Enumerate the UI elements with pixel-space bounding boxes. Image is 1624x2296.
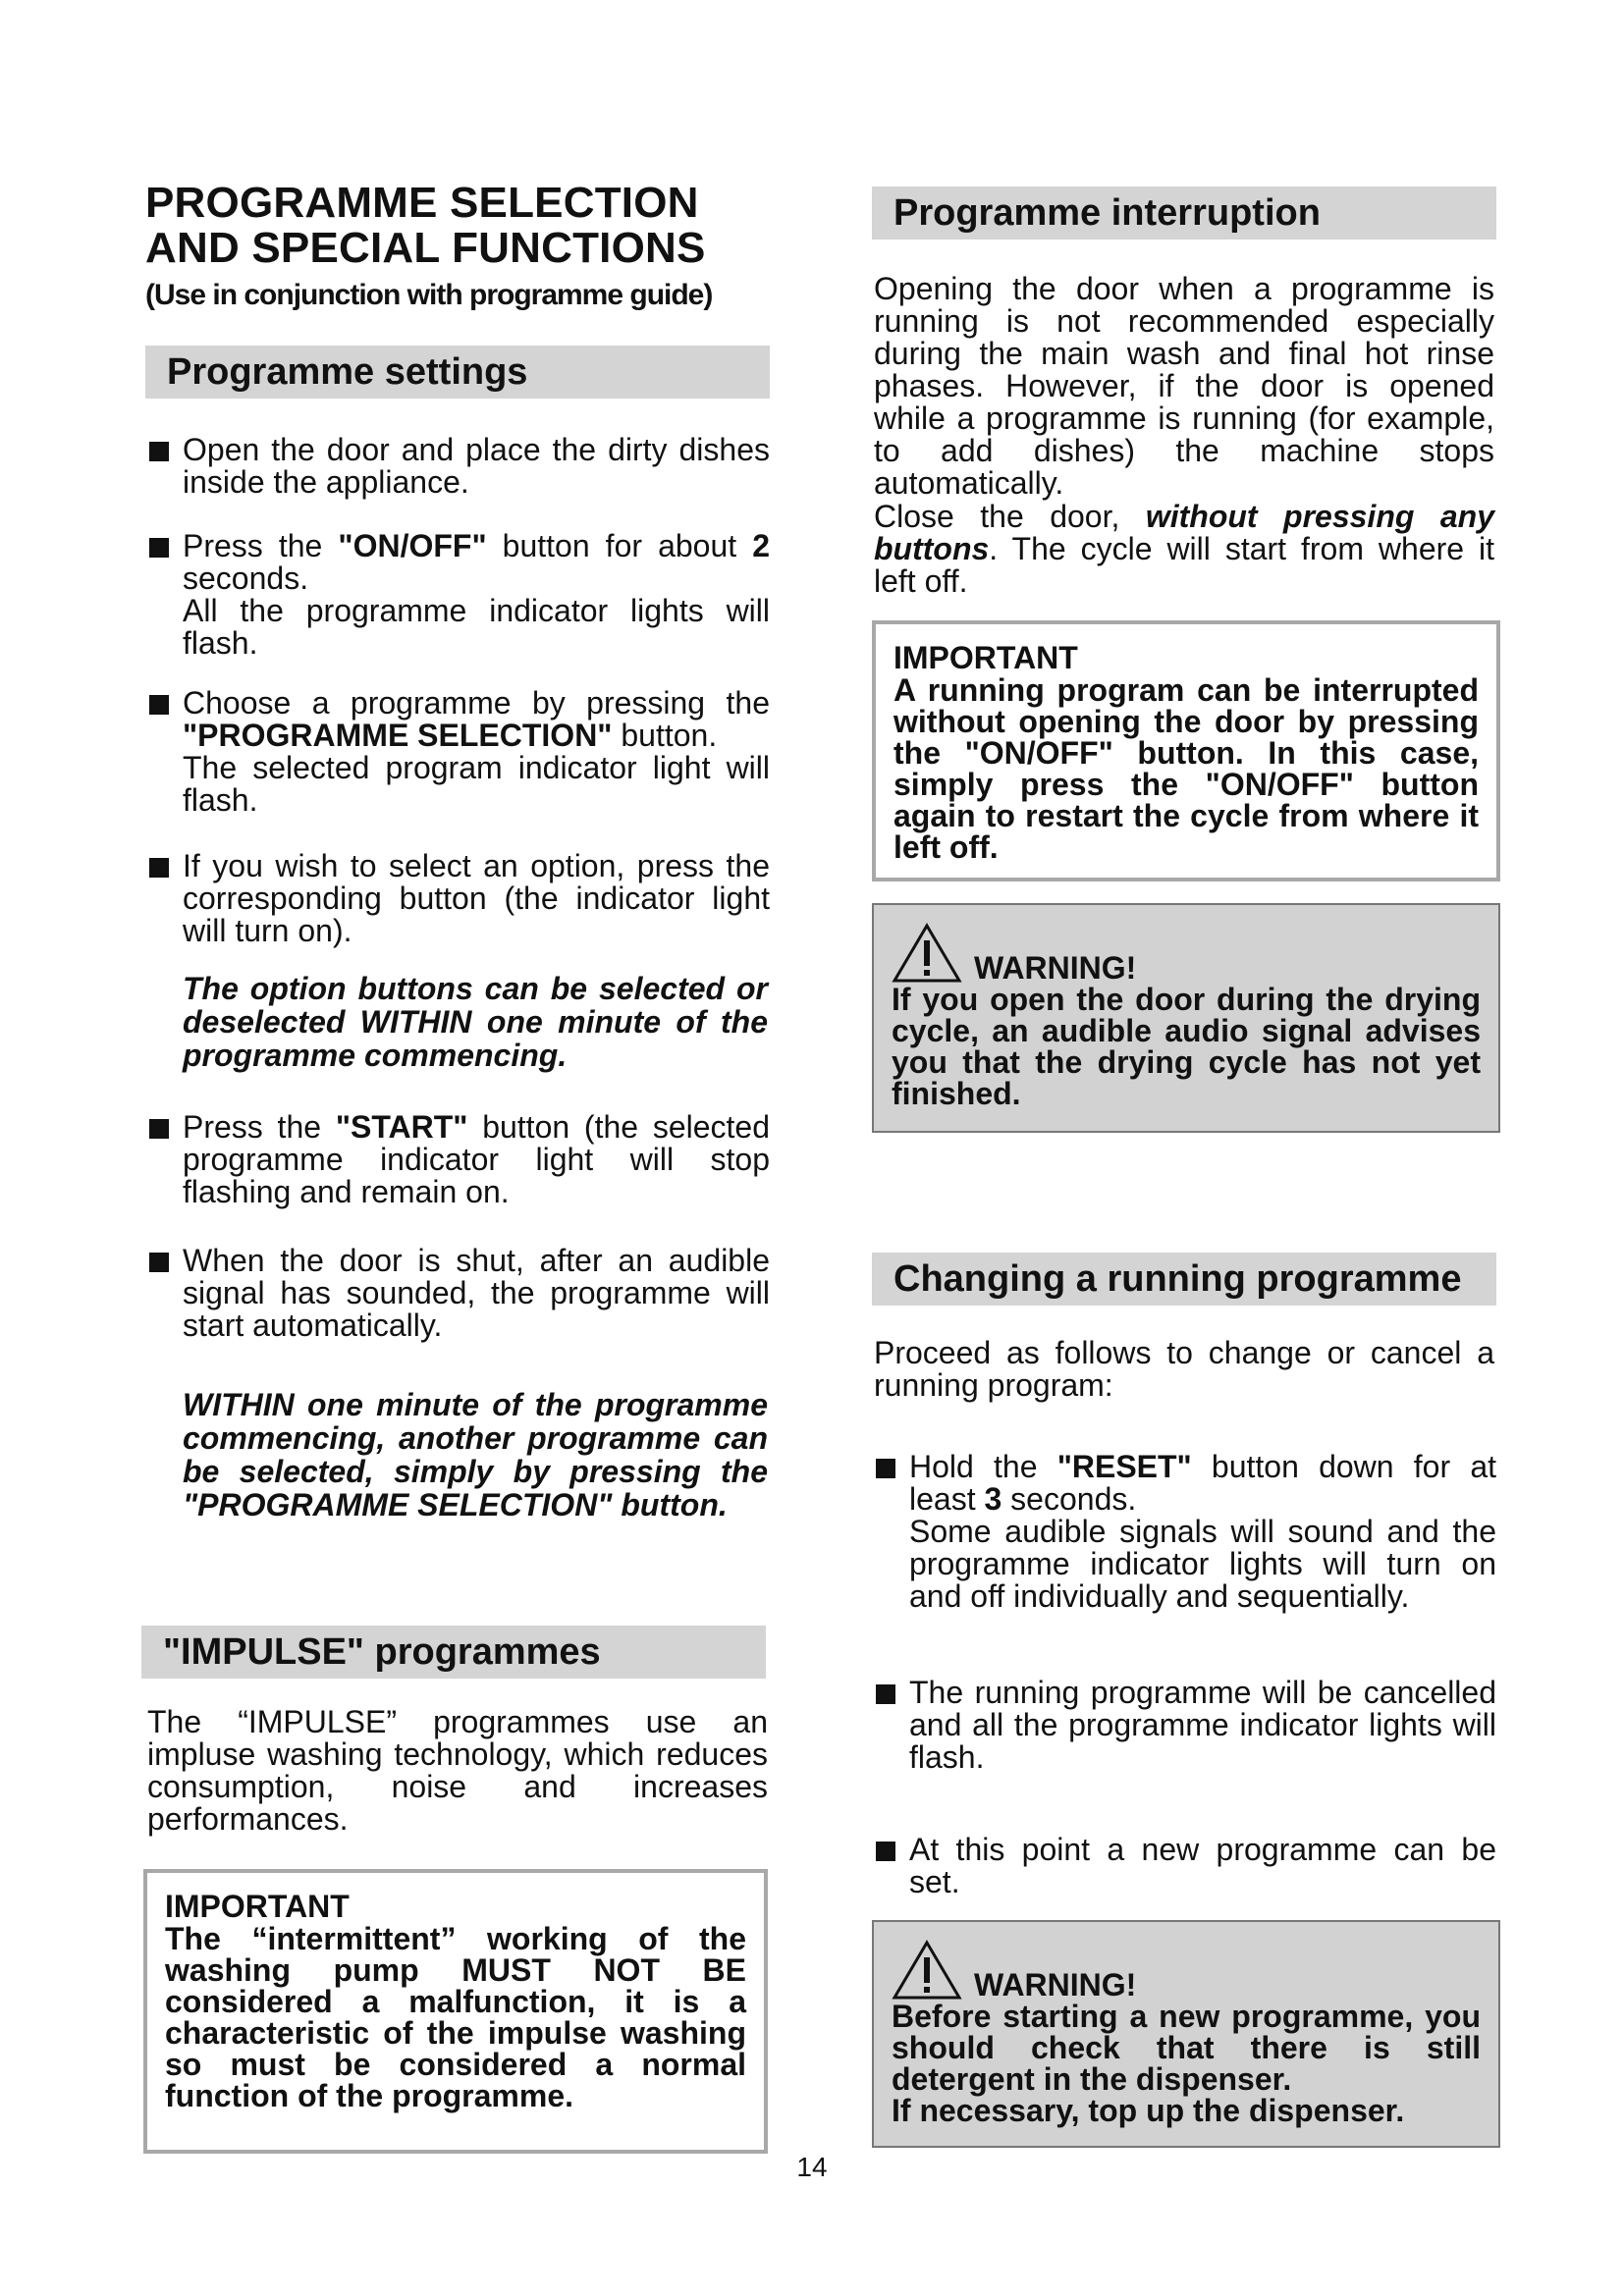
important-box-interruption (872, 620, 1500, 881)
list-item: Press the "ON/OFF" button for about 2 seconds. All the programme indicator lights will flash. (145, 530, 770, 660)
warning-header: WARNING! (892, 1936, 1481, 2001)
within-note: WITHIN one minute of the programme commencing, another programme can be selected, simply by pressing the "PROGRAMME SELECTION" button. (183, 1387, 768, 1522)
list-item: When the door is shut, after an audible signal has sounded, the programme will start automatically. (145, 1245, 770, 1342)
list-item: Press the "START" button (the selected programme indicator light will stop flashing and remain on. (145, 1111, 770, 1208)
bullet-square-icon (876, 1684, 895, 1704)
list-item: If you wish to select an option, press the corresponding button (the indicator light will turn on). (145, 850, 770, 947)
bullet-square-icon (149, 538, 169, 558)
section-heading-changing-programme: Changing a running programme (872, 1253, 1496, 1306)
bullet-square-icon (876, 1459, 895, 1478)
list-item: Hold the "RESET" button down for at least 3 seconds. Some audible signals will sound and the programme indicator lights will turn on and off individually and sequentially. (872, 1451, 1496, 1613)
option-note: The option buttons can be selected or deselected WITHIN one minute of the programme commencing. (183, 971, 768, 1073)
interruption-text: Opening the door when a programme is running is not recommended especially during the main wash and final hot rinse phases. However, if the door is opened while a programme is running (for example, to add dishes) the machine stops automatically. (874, 271, 1494, 501)
list-item: At this point a new programme can be set. (872, 1834, 1496, 1898)
list-item: Choose a programme by pressing the "PROGRAMME SELECTION" button. The selected program indicator light will flash. (145, 687, 770, 817)
warning-text-2: If necessary, top up the dispenser. (892, 2093, 1405, 2128)
bullet-square-icon (149, 1253, 169, 1272)
warning-box-detergent (872, 1920, 1500, 2148)
page-title: PROGRAMME SELECTION AND SPECIAL FUNCTIONS (145, 179, 706, 272)
important-text: The “intermittent” working of the washing pump MUST NOT BE considered a malfunction, it is a characteristic of the impulse washing so must be considered a normal function of the programme. (165, 1921, 746, 2113)
bullet-square-icon (149, 695, 169, 715)
section-heading-programme-interruption: Programme interruption (872, 187, 1496, 240)
warning-box-drying (872, 903, 1500, 1133)
list-item: Open the door and place the dirty dishes inside the appliance. (145, 434, 770, 499)
warning-header: WARNING! (892, 919, 1481, 984)
list-item: The running programme will be cancelled and all the programme indicator lights will flash. (872, 1677, 1496, 1774)
section-heading-impulse: "IMPULSE" programmes (141, 1626, 766, 1679)
warning-triangle-icon (892, 923, 962, 984)
warning-triangle-icon (892, 1940, 962, 2001)
important-text: A running program can be interrupted without opening the door by pressing the "ON/OFF" button. In this case, simply press the "ON/OFF" button again to restart the cycle from where it left off. (893, 672, 1479, 865)
warning-text: If you open the door during the drying cycle, an audible audio signal advises you that the drying cycle has not yet finished. (892, 982, 1481, 1111)
important-title: IMPORTANT (165, 1889, 350, 1924)
section-heading-programme-settings: Programme settings (145, 346, 770, 399)
page-subtitle: (Use in conjunction with programme guide) (145, 279, 713, 311)
page-number: 14 (796, 2152, 828, 2182)
bullet-square-icon (149, 858, 169, 878)
bullet-square-icon (149, 442, 169, 461)
bullet-square-icon (876, 1842, 895, 1861)
bullet-square-icon (149, 1119, 169, 1139)
close-door-text: Close the door, without pressing any buttons. The cycle will start from where it left off. (874, 499, 1495, 599)
impulse-text: The “IMPULSE” programmes use an impluse washing technology, which reduces consumption, noise and increases performances. (147, 1704, 768, 1837)
warning-text: Before starting a new programme, you should check that there is still detergent in the dispenser. (892, 1999, 1481, 2097)
changing-text: Proceed as follows to change or cancel a running program: (874, 1335, 1494, 1403)
important-box (143, 1869, 768, 2154)
important-title: IMPORTANT (893, 640, 1078, 675)
